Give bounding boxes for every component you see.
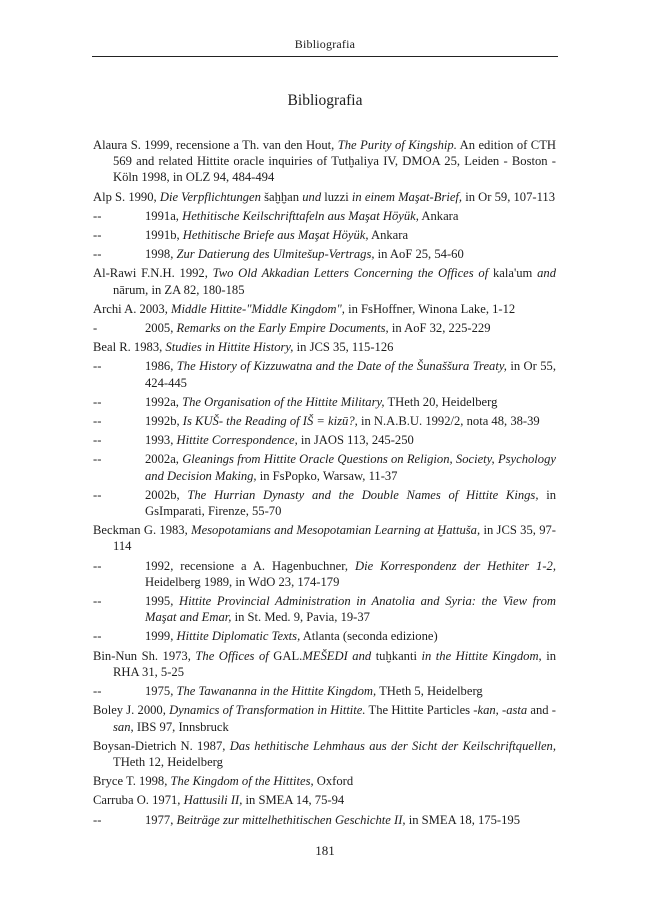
bibliography-entry: Beckman G. 1983, Mesopotamians and Mesopotamian Learning at Ḫattuša, in JCS 35, 97-114 <box>93 523 557 554</box>
bibliography-entry: -- 1999, Hittite Diplomatic Texts, Atlanta (seconda edizione) <box>93 629 438 644</box>
bibliography-entry: -- 1986, The History of Kizzuwatna and the Date of the Šunaššura Treaty, in Or 55, 424-445 <box>93 359 557 390</box>
bibliography-entry: -- 1998, Zur Datierung des Ulmitešup-Vertrags, in AoF 25, 54-60 <box>93 247 464 262</box>
bibliography-entry: -- 1991b, Hethitische Briefe aus Maşat Höyük, Ankara <box>93 228 409 243</box>
bibliography-entry: Boley J. 2000, Dynamics of Transformation in Hittite. The Hittite Particles -kan, -asta and -san, IBS 97, Innsbruck <box>93 703 556 734</box>
bibliography-entry: -- 1975, The Tawananna in the Hittite Kingdom, THeth 5, Heidelberg <box>93 684 483 699</box>
bibliography-entry: Al-Rawi F.N.H. 1992, Two Old Akkadian Letters Concerning the Offices of kala'um and nārum, in ZA 82, 180-185 <box>93 266 556 297</box>
page-number: 181 <box>315 843 335 858</box>
bibliography-entry: Bryce T. 1998, The Kingdom of the Hittites, Oxford <box>93 774 354 789</box>
bibliography-entry: - 2005, Remarks on the Early Empire Documents, in AoF 32, 225-229 <box>93 321 491 336</box>
bibliography-entry: Boysan-Dietrich N. 1987, Das hethitische Lehmhaus aus der Sicht der Keilschriftquellen, THeth 12, Heidelberg <box>93 738 556 769</box>
bibliography-entry: -- 1992, recensione a A. Hagenbuchner, Die Korrespondenz der Hethiter 1-2, Heidelberg 1989, in WdO 23, 174-179 <box>93 558 556 589</box>
running-head: Bibliografia <box>294 37 356 51</box>
bibliography-list <box>93 137 556 831</box>
bibliography-entry: -- 1993, Hittite Correspondence, in JAOS 113, 245-250 <box>93 433 414 448</box>
bibliography-entry: -- 1992a, The Organisation of the Hittite Military, THeth 20, Heidelberg <box>93 394 498 409</box>
bibliography-entry: -- 1991a, Hethitische Keilschrifttafeln aus Maşat Höyük, Ankara <box>93 208 459 223</box>
bibliography-entry: -- 2002b, The Hurrian Dynasty and the Double Names of Hittite Kings, in GsImparati, Firenze, 55-70 <box>93 487 557 519</box>
bibliography-entry: -- 1977, Beiträge zur mittelhethitischen Geschichte II, in SMEA 18, 175-195 <box>93 812 520 827</box>
bibliography-entry: Alp S. 1990, Die Verpflichtungen šaḫḫan und luzzi in einem Maşat-Brief, in Or 59, 107-113 <box>93 189 556 204</box>
page-title: Bibliografia <box>287 92 363 109</box>
bibliography-entry: -- 1992b, Is KUŠ- the Reading of IŠ = kizū?, in N.A.B.U. 1992/2, nota 48, 38-39 <box>93 414 540 429</box>
bibliography-entry: Beal R. 1983, Studies in Hittite History, in JCS 35, 115-126 <box>93 340 394 355</box>
bibliography-entry: Alaura S. 1999, recensione a Th. van den Hout, The Purity of Kingship. An edition of CTH 569 and related Hittite oracle inquiries of Tutḫaliya IV, DMOA 25, Leiden - Boston - Köln 1998, in OLZ 94, 484-494 <box>93 138 556 185</box>
bibliography-entry: Archi A. 2003, Middle Hittite-"Middle Kingdom", in FsHoffner, Winona Lake, 1-12 <box>93 301 516 316</box>
bibliography-entry: -- 2002a, Gleanings from Hittite Oracle Questions on Religion, Society, Psychology and Decision Making, in FsPopko, Warsaw, 11-37 <box>93 452 556 483</box>
header-rule <box>92 56 558 57</box>
bibliography-entry: -- 1995, Hittite Provincial Administration in Anatolia and Syria: the View from Maşat and Emar, in St. Med. 9, Pavia, 19-37 <box>93 594 556 625</box>
bibliography-entry: Bin-Nun Sh. 1973, The Offices of GAL.MEŠEDI and tuḫkanti in the Hittite Kingdom, in RHA 31, 5-25 <box>93 648 556 679</box>
bibliography-entry: Carruba O. 1971, Hattusili II, in SMEA 14, 75-94 <box>93 793 345 808</box>
